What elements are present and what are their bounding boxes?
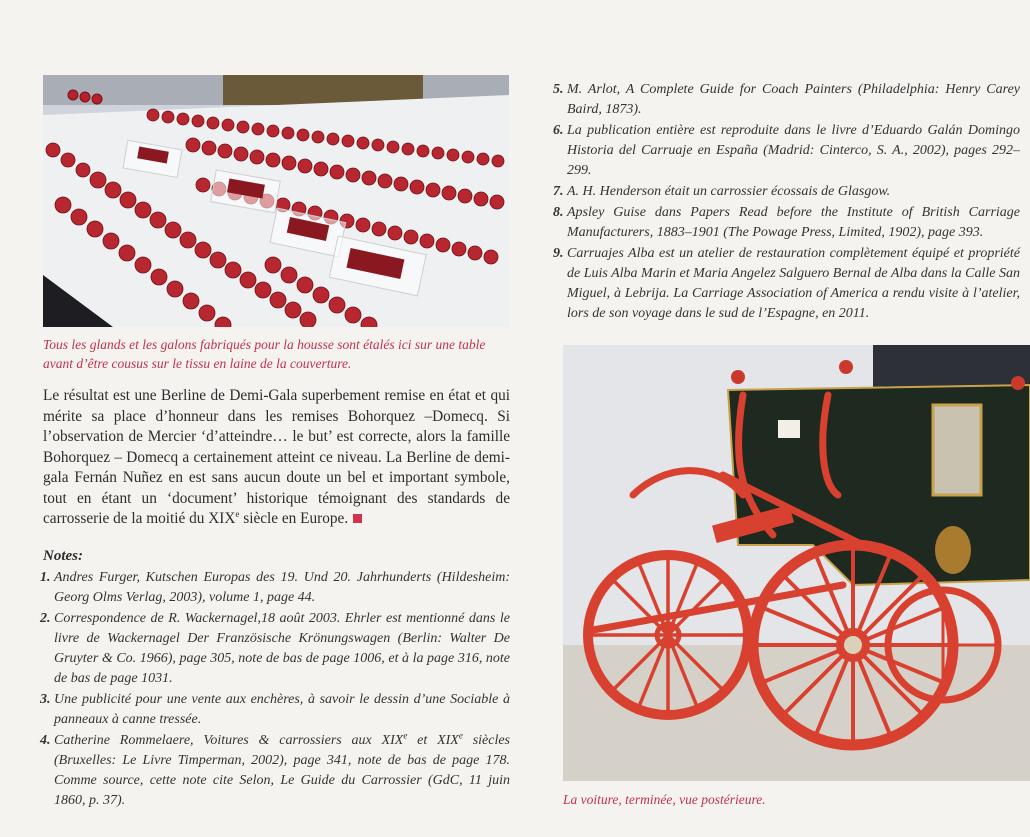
- note-6: [553, 121, 1020, 181]
- note-superscript: e: [403, 730, 408, 741]
- carriage-photo: [563, 345, 1030, 781]
- body-text-main: Le résultat est une Berline de Demi-Gala superbement remise en état et qui mérite sa place d’honneur dans les remises Bohorquez –Domecq. Si l’observation de Mercier ‘d’atteindre… le but’ est correcte, alors la famille Bohorquez – Domecq a certainement atteint ce niveau. La Berline de demi-gala Fernán Nuñez en est sans aucun doute un bel et important symbole, tout en étant un ‘document’ historique témoignant des standards de carrosserie de la moitié du XIX: [43, 387, 510, 527]
- note-text: Apsley Guise dans Papers Read before the Institute of British Carriage Manufacturers, 1883–1901 (The Powage Press, Limited, 1902), page 393.: [567, 205, 1020, 240]
- note-number: 4.: [40, 733, 51, 748]
- note-text: et XIX: [407, 733, 459, 748]
- note-4: [40, 731, 510, 811]
- note-text: siècles (Bruxelles: Le Livre Timperman, 2002), page 341, note de bas de page 178. Comme source, cette note cite Selon, Le Guide du Carrossier (GdC, 11 juin 1860, p. 37).: [54, 733, 511, 808]
- note-text: A. H. Henderson était un carrossier écossais de Glasgow.: [567, 184, 891, 199]
- notes-list-right: [553, 80, 1020, 324]
- note-text: Andres Furger, Kutschen Europas des 19. Und 20. Jahrhunderts (Hildesheim: Georg Olms Verlag, 2003), volume 1, page 44.: [54, 570, 510, 605]
- note-2: [40, 609, 510, 689]
- note-1: [40, 568, 510, 608]
- note-3: [40, 690, 510, 730]
- note-number: 5.: [553, 82, 564, 97]
- note-9: [553, 244, 1020, 324]
- body-paragraph: [43, 386, 510, 530]
- note-number: 7.: [553, 184, 564, 199]
- note-5: [553, 80, 1020, 120]
- end-of-article-mark: [353, 514, 362, 523]
- photo-caption-carriage: La voiture, terminée, vue postérieure.: [563, 792, 766, 807]
- note-8: [553, 203, 1020, 243]
- note-text: Carruajes Alba est un atelier de restauration complètement équipé et propriété de Luis Alba Marin et Maria Angelez Salguero Bernal de Alba dans la Calle San Miguel, à Lebrija. La Carriage Association of America a rendu visite à l’atelier, lors de son voyage dans le sud de l’Espagne, en 2011.: [567, 246, 1020, 321]
- note-number: 1.: [40, 570, 51, 585]
- note-text: Correspondence de R. Wackernagel,18 août 2003. Ehrler est mentionné dans le livre de Wackernagel Der Französische Krönungswagen (Berlin: Walter De Gruyter & Co. 1966), page 305, note de bas de page 1006, et à la page 316, note de bas de page 1031.: [54, 611, 510, 686]
- note-text: Une publicité pour une vente aux enchères, à savoir le dessin d’une Sociable à panneaux à canne tressée.: [54, 692, 510, 727]
- note-7: [553, 182, 1020, 202]
- notes-heading: Notes:: [43, 548, 83, 564]
- note-text: M. Arlot, A Complete Guide for Coach Painters (Philadelphia: Henry Carey Baird, 1873).: [567, 82, 1020, 117]
- note-number: 2.: [40, 611, 51, 626]
- note-superscript: e: [458, 730, 463, 741]
- body-text-end: siècle en Europe.: [239, 510, 349, 527]
- note-number: 6.: [553, 123, 564, 138]
- body-superscript: e: [235, 508, 240, 519]
- note-text: La publication entière est reproduite dans le livre d’Eduardo Galán Domingo Historia del Carruaje en España (Madrid: Cinterco, S. A., 2002), pages 292–299.: [567, 123, 1020, 178]
- trims-photo: [43, 75, 509, 327]
- note-text: Catherine Rommelaere, Voitures & carrossiers aux XIX: [54, 733, 404, 748]
- photo-caption-trims: Tous les glands et les galons fabriqués pour la housse sont étalés ici sur une table avant d’être cousus sur le tissu en laine de la couverture.: [43, 337, 486, 371]
- note-number: 9.: [553, 246, 564, 261]
- note-number: 3.: [40, 692, 51, 707]
- notes-list-left: [40, 568, 510, 811]
- note-number: 8.: [553, 205, 564, 220]
